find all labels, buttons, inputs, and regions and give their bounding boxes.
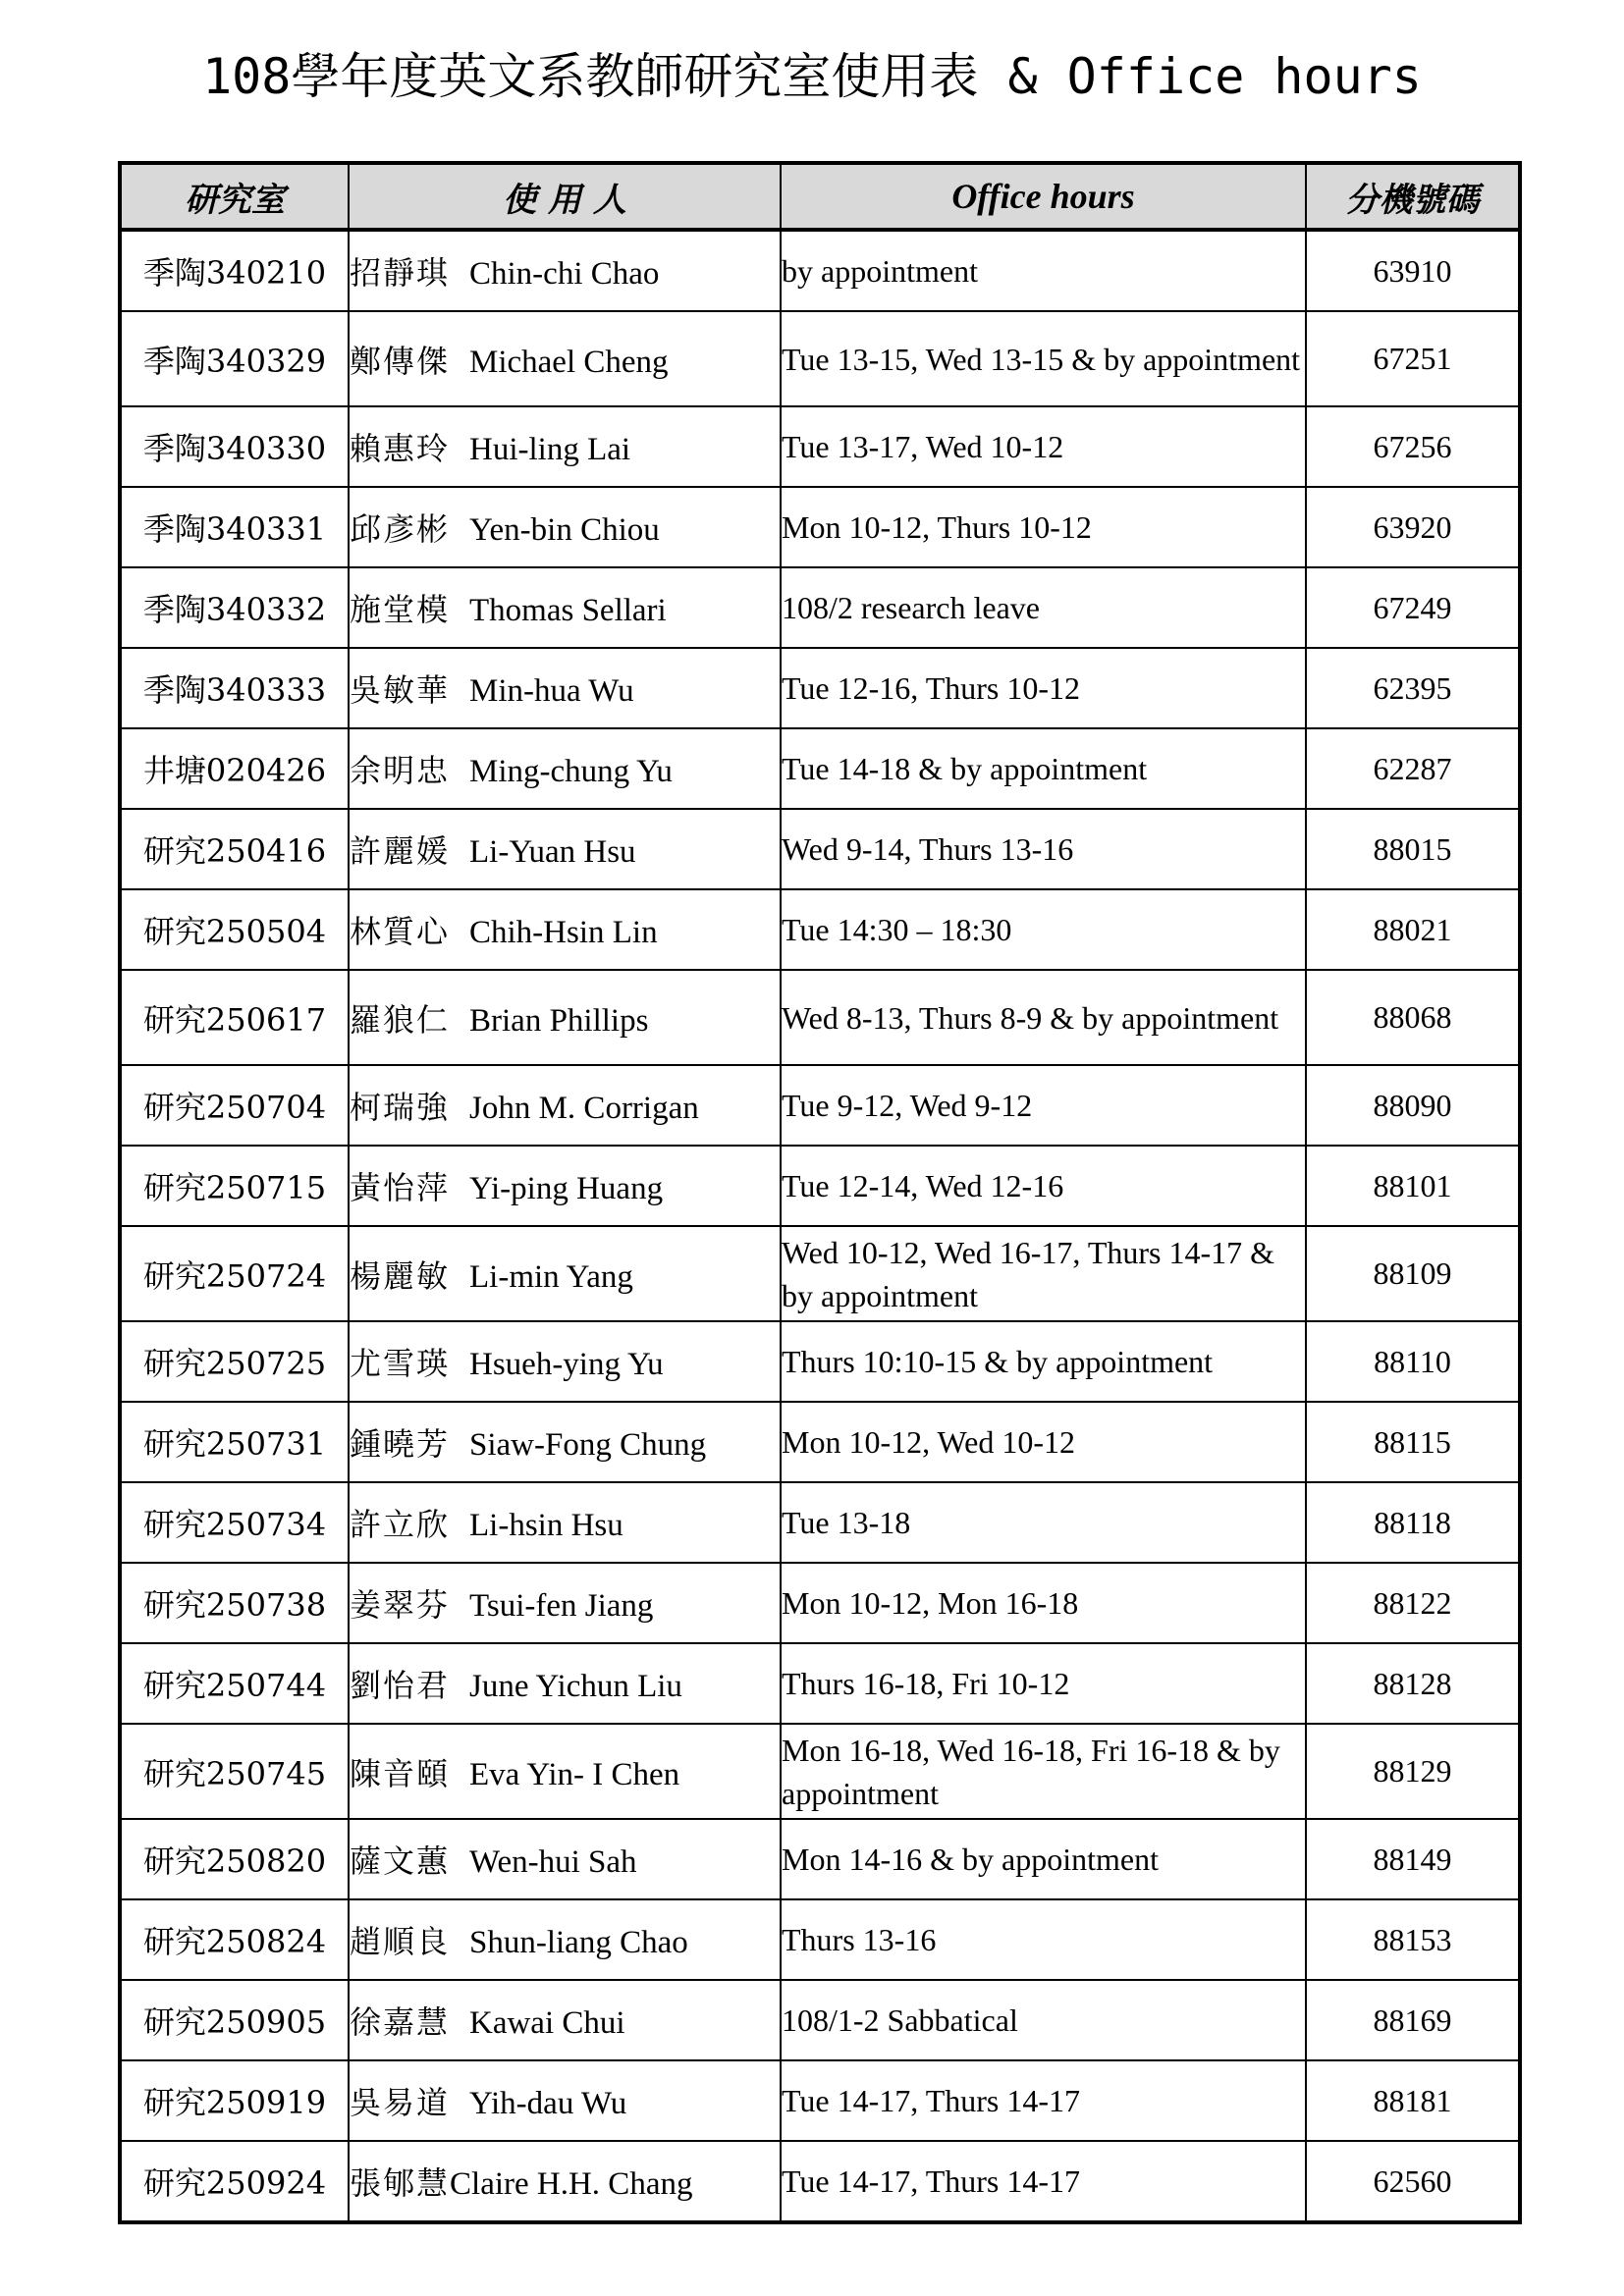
page-title: 108學年度英文系教師研究室使用表 & Office hours: [202, 48, 1422, 105]
table-row: [120, 311, 1520, 406]
user-name-zh: 趙順良: [350, 1923, 451, 1960]
user-name-zh: 許立欣: [350, 1506, 451, 1543]
extension-cell: 67256: [1306, 406, 1520, 487]
user-name-en: Michael Cheng: [469, 344, 669, 380]
extension-cell: 63920: [1306, 487, 1520, 567]
user-name-zh: 吳敏華: [350, 671, 451, 709]
table-header-row: [120, 163, 1520, 230]
extension-cell: 88181: [1306, 2060, 1520, 2141]
user-name-zh: 邱彥彬: [350, 510, 451, 548]
hours-cell: 108/2 research leave: [781, 567, 1306, 648]
user-cell: [349, 889, 781, 970]
hours-cell: Tue 12-14, Wed 12-16: [781, 1146, 1306, 1226]
hours-cell: Thurs 10:10-15 & by appointment: [781, 1321, 1306, 1402]
table-row: [120, 406, 1520, 487]
extension-cell: 88110: [1306, 1321, 1520, 1402]
table-row: [120, 487, 1520, 567]
user-name-zh: 尤雪瑛: [350, 1345, 451, 1382]
header-office-hours: Office hours: [781, 163, 1306, 230]
user-cell: [349, 648, 781, 728]
user-name-zh: 薩文蕙: [350, 1842, 451, 1880]
user-cell: [349, 1482, 781, 1563]
room-cell: 研究250724: [120, 1226, 349, 1321]
user-name-en: Ming-chung Yu: [469, 754, 673, 789]
extension-cell: 67251: [1306, 311, 1520, 406]
user-cell: [349, 1226, 781, 1321]
table-row: [120, 1819, 1520, 1899]
room-cell: 研究250504: [120, 889, 349, 970]
user-name-zh: 黃怡萍: [350, 1169, 451, 1206]
extension-cell: 88128: [1306, 1643, 1520, 1724]
user-name-en: Li-hsin Hsu: [469, 1508, 623, 1543]
room-cell: 研究250820: [120, 1819, 349, 1899]
user-name-en: Thomas Sellari: [469, 593, 667, 628]
user-cell: [349, 1980, 781, 2060]
extension-cell: 67249: [1306, 567, 1520, 648]
room-cell: 研究250744: [120, 1643, 349, 1724]
extension-cell: 88021: [1306, 889, 1520, 970]
extension-cell: 88122: [1306, 1563, 1520, 1643]
user-name-zh: 柯瑞強: [350, 1089, 451, 1126]
user-cell: [349, 809, 781, 889]
user-name-zh: 鄭傳傑: [350, 342, 451, 380]
room-cell: 研究250715: [120, 1146, 349, 1226]
hours-cell: Tue 9-12, Wed 9-12: [781, 1065, 1306, 1146]
extension-cell: 88109: [1306, 1226, 1520, 1321]
user-name-zh: 林質心: [350, 913, 451, 950]
room-cell: 研究250725: [120, 1321, 349, 1402]
user-cell: [349, 2141, 781, 2222]
user-name-en: Li-Yuan Hsu: [469, 834, 636, 870]
user-name-zh: 張郇慧: [350, 2164, 451, 2202]
user-name-en: Min-hua Wu: [469, 673, 634, 709]
user-cell: [349, 1146, 781, 1226]
user-name-en: June Yichun Liu: [469, 1669, 682, 1704]
user-name-zh: 施堂模: [350, 591, 451, 628]
user-name-zh: 劉怡君: [350, 1667, 451, 1704]
user-name-en: Shun-liang Chao: [469, 1925, 688, 1960]
user-cell: [349, 728, 781, 809]
extension-cell: 88129: [1306, 1724, 1520, 1819]
user-name-en: Hsueh-ying Yu: [469, 1347, 664, 1382]
table-row: [120, 2141, 1520, 2222]
room-cell: 研究250734: [120, 1482, 349, 1563]
user-name-en: Kawai Chui: [469, 2005, 625, 2041]
room-cell: 季陶340332: [120, 567, 349, 648]
user-cell: [349, 1563, 781, 1643]
table-row: [120, 2060, 1520, 2141]
table-row: [120, 1402, 1520, 1482]
hours-cell: Tue 14-17, Thurs 14-17: [781, 2060, 1306, 2141]
room-cell: 研究250919: [120, 2060, 349, 2141]
extension-cell: 88118: [1306, 1482, 1520, 1563]
user-name-en: Yi-ping Huang: [469, 1171, 664, 1206]
user-name-en: Eva Yin- I Chen: [469, 1756, 680, 1792]
user-cell: [349, 487, 781, 567]
user-name-zh: 許麗媛: [350, 832, 451, 870]
user-name-zh: 姜翠芬: [350, 1586, 451, 1624]
table-row: [120, 809, 1520, 889]
table-row: [120, 1146, 1520, 1226]
user-name-zh: 鍾曉芳: [350, 1425, 451, 1463]
extension-cell: 62395: [1306, 648, 1520, 728]
table-row: [120, 230, 1520, 311]
hours-cell: Wed 8-13, Thurs 8-9 & by appointment: [781, 970, 1306, 1065]
user-cell: [349, 1724, 781, 1819]
user-cell: [349, 311, 781, 406]
user-cell: [349, 230, 781, 311]
table-row: [120, 1321, 1520, 1402]
user-name-zh: 陳音頤: [350, 1754, 451, 1792]
room-cell: 研究250905: [120, 1980, 349, 2060]
user-name-en: Yih-dau Wu: [469, 2086, 627, 2121]
extension-cell: 88153: [1306, 1899, 1520, 1980]
user-cell: [349, 1065, 781, 1146]
hours-cell: Wed 10-12, Wed 16-17, Thurs 14-17 & by appointment: [781, 1226, 1306, 1321]
extension-cell: 88115: [1306, 1402, 1520, 1482]
room-cell: 研究250704: [120, 1065, 349, 1146]
user-cell: [349, 567, 781, 648]
room-cell: 研究250617: [120, 970, 349, 1065]
header-user: 使 用 人: [349, 163, 781, 230]
extension-cell: 62560: [1306, 2141, 1520, 2222]
hours-cell: Tue 13-15, Wed 13-15 & by appointment: [781, 311, 1306, 406]
hours-cell: Mon 10-12, Wed 10-12: [781, 1402, 1306, 1482]
table-row: [120, 648, 1520, 728]
room-cell: 研究250745: [120, 1724, 349, 1819]
user-name-zh: 吳易道: [350, 2084, 451, 2121]
table-row: [120, 889, 1520, 970]
extension-cell: 63910: [1306, 230, 1520, 311]
room-cell: 季陶340333: [120, 648, 349, 728]
extension-cell: 62287: [1306, 728, 1520, 809]
room-cell: 研究250738: [120, 1563, 349, 1643]
user-name-zh: 徐嘉慧: [350, 2003, 451, 2041]
user-name-en: Siaw-Fong Chung: [469, 1427, 707, 1463]
table-row: [120, 728, 1520, 809]
user-name-zh: 賴惠玲: [350, 430, 451, 467]
room-cell: 季陶340329: [120, 311, 349, 406]
user-name-zh: 招靜琪: [350, 254, 451, 292]
hours-cell: Wed 9-14, Thurs 13-16: [781, 809, 1306, 889]
header-room: 研究室: [120, 163, 349, 230]
user-name-en: Claire H.H. Chang: [450, 2166, 693, 2202]
table-row: [120, 1563, 1520, 1643]
hours-cell: Thurs 16-18, Fri 10-12: [781, 1643, 1306, 1724]
table-row: [120, 567, 1520, 648]
user-name-zh: 楊麗敏: [350, 1256, 451, 1295]
user-cell: [349, 1819, 781, 1899]
user-name-en: Yen-bin Chiou: [469, 512, 660, 548]
user-name-zh: 羅狼仁: [350, 1000, 451, 1039]
hours-cell: 108/1-2 Sabbatical: [781, 1980, 1306, 2060]
extension-cell: 88068: [1306, 970, 1520, 1065]
user-name-en: Hui-ling Lai: [469, 432, 631, 467]
user-name-en: Li-min Yang: [469, 1258, 633, 1295]
hours-cell: Tue 13-17, Wed 10-12: [781, 406, 1306, 487]
hours-cell: Tue 14-17, Thurs 14-17: [781, 2141, 1306, 2222]
hours-cell: Mon 16-18, Wed 16-18, Fri 16-18 & by appointment: [781, 1724, 1306, 1819]
user-cell: [349, 1402, 781, 1482]
table-row: [120, 1065, 1520, 1146]
user-cell: [349, 1643, 781, 1724]
hours-cell: by appointment: [781, 230, 1306, 311]
user-name-en: Chih-Hsin Lin: [469, 915, 658, 950]
room-cell: 研究250924: [120, 2141, 349, 2222]
user-name-zh: 余明忠: [350, 752, 451, 789]
extension-cell: 88149: [1306, 1819, 1520, 1899]
office-table: [118, 161, 1522, 2224]
user-name-en: Tsui-fen Jiang: [469, 1588, 654, 1624]
table-row: [120, 1226, 1520, 1321]
user-cell: [349, 406, 781, 487]
hours-cell: Tue 12-16, Thurs 10-12: [781, 648, 1306, 728]
hours-cell: Mon 14-16 & by appointment: [781, 1819, 1306, 1899]
table-row: [120, 1643, 1520, 1724]
user-cell: [349, 1899, 781, 1980]
hours-cell: Tue 14:30 – 18:30: [781, 889, 1306, 970]
extension-cell: 88090: [1306, 1065, 1520, 1146]
table-row: [120, 1899, 1520, 1980]
table-row: [120, 1482, 1520, 1563]
table-row: [120, 970, 1520, 1065]
hours-cell: Thurs 13-16: [781, 1899, 1306, 1980]
room-cell: 季陶340210: [120, 230, 349, 311]
table-row: [120, 1980, 1520, 2060]
hours-cell: Tue 14-18 & by appointment: [781, 728, 1306, 809]
user-name-en: Brian Phillips: [469, 1002, 649, 1039]
room-cell: 研究250731: [120, 1402, 349, 1482]
extension-cell: 88015: [1306, 809, 1520, 889]
header-extension: 分機號碼: [1306, 163, 1520, 230]
hours-cell: Tue 13-18: [781, 1482, 1306, 1563]
room-cell: 季陶340331: [120, 487, 349, 567]
hours-cell: Mon 10-12, Mon 16-18: [781, 1563, 1306, 1643]
user-cell: [349, 2060, 781, 2141]
room-cell: 研究250416: [120, 809, 349, 889]
user-name-en: John M. Corrigan: [469, 1091, 699, 1126]
room-cell: 井塘020426: [120, 728, 349, 809]
room-cell: 季陶340330: [120, 406, 349, 487]
hours-cell: Mon 10-12, Thurs 10-12: [781, 487, 1306, 567]
user-cell: [349, 1321, 781, 1402]
extension-cell: 88169: [1306, 1980, 1520, 2060]
extension-cell: 88101: [1306, 1146, 1520, 1226]
user-name-en: Chin-chi Chao: [469, 256, 660, 292]
user-cell: [349, 970, 781, 1065]
room-cell: 研究250824: [120, 1899, 349, 1980]
table-row: [120, 1724, 1520, 1819]
user-name-en: Wen-hui Sah: [469, 1844, 637, 1880]
